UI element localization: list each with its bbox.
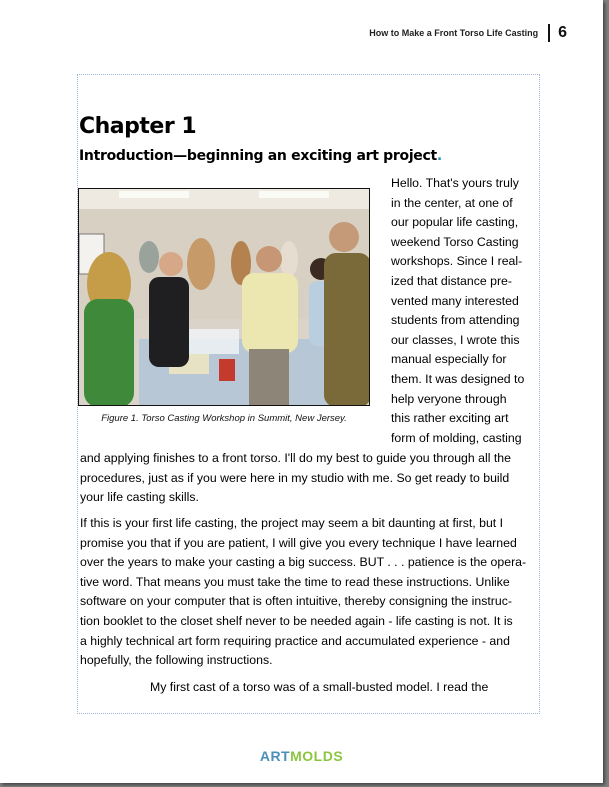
chapter-subtitle [79,148,442,164]
subtitle-text: Introduction—beginning an exciting art project [79,148,437,164]
paragraph-3 [150,678,540,698]
text-line: workshops. Since I real- [391,254,523,269]
text-line: a highly technical art form requiring practice and accumulated experience - and [80,633,510,648]
text-line: and applying finishes to a front torso. I'll do my best to guide you through all the [80,451,511,465]
side-paragraph [391,174,543,448]
page-number: 6 [558,24,567,41]
text-line: vented many interested [391,293,519,308]
text-line: My first cast of a torso was of a small-busted model. I read the [150,680,489,694]
text-line: weekend Torso Casting [391,234,519,249]
header-separator [548,24,550,42]
text-line: tive word. That means you must take the time to read these instructions. Unlike [80,574,510,589]
text-line: procedures, just as if you were here in my studio with me. So get ready to build [80,470,510,485]
text-line: tion booklet to the closet shelf never to be needed again - life casting is not. It is [80,613,513,628]
text-line: over the years to make your casting a big success. BUT . . . patience is the opera- [80,555,527,570]
text-line: form of molding, casting [391,430,522,445]
text-line: our popular life casting, [391,215,519,230]
text-line: your life casting skills. [80,490,199,505]
logo-text-art: ART [259,748,291,764]
chapter-heading: Chapter 1 [79,114,197,139]
text-line: Hello. That's yours truly [391,176,519,190]
logo-text-molds: MOLDS [290,748,344,764]
text-line: ized that distance pre- [391,273,512,288]
text-line: students from attending [391,313,520,328]
text-line: this rather exciting art [391,411,509,426]
paragraph-2 [80,514,540,671]
text-line: manual especially for [391,352,507,367]
running-header [369,24,567,42]
subtitle-dot: . [436,148,442,164]
paragraph-continuation [80,449,540,508]
text-line: promise you that if you are patient, I will give you every technique I have learned [80,535,517,550]
text-line: software on your computer that is often intuitive, thereby consigning the instruc- [80,594,512,609]
header-title: How to Make a Front Torso Life Casting [369,28,539,38]
text-line: in the center, at one of [391,195,513,210]
text-line: help veryone through [391,391,507,406]
text-line: our classes, I wrote this [391,332,520,347]
text-line: them. It was designed to [391,371,525,386]
text-line: hopefully, the following instructions. [80,653,273,668]
text-line: If this is your first life casting, the project may seem a bit daunting at first, but I [80,516,504,530]
workshop-photo [78,188,370,406]
figure-caption: Figure 1. Torso Casting Workshop in Summit, New Jersey. [101,413,347,424]
artmolds-logo [0,748,603,764]
